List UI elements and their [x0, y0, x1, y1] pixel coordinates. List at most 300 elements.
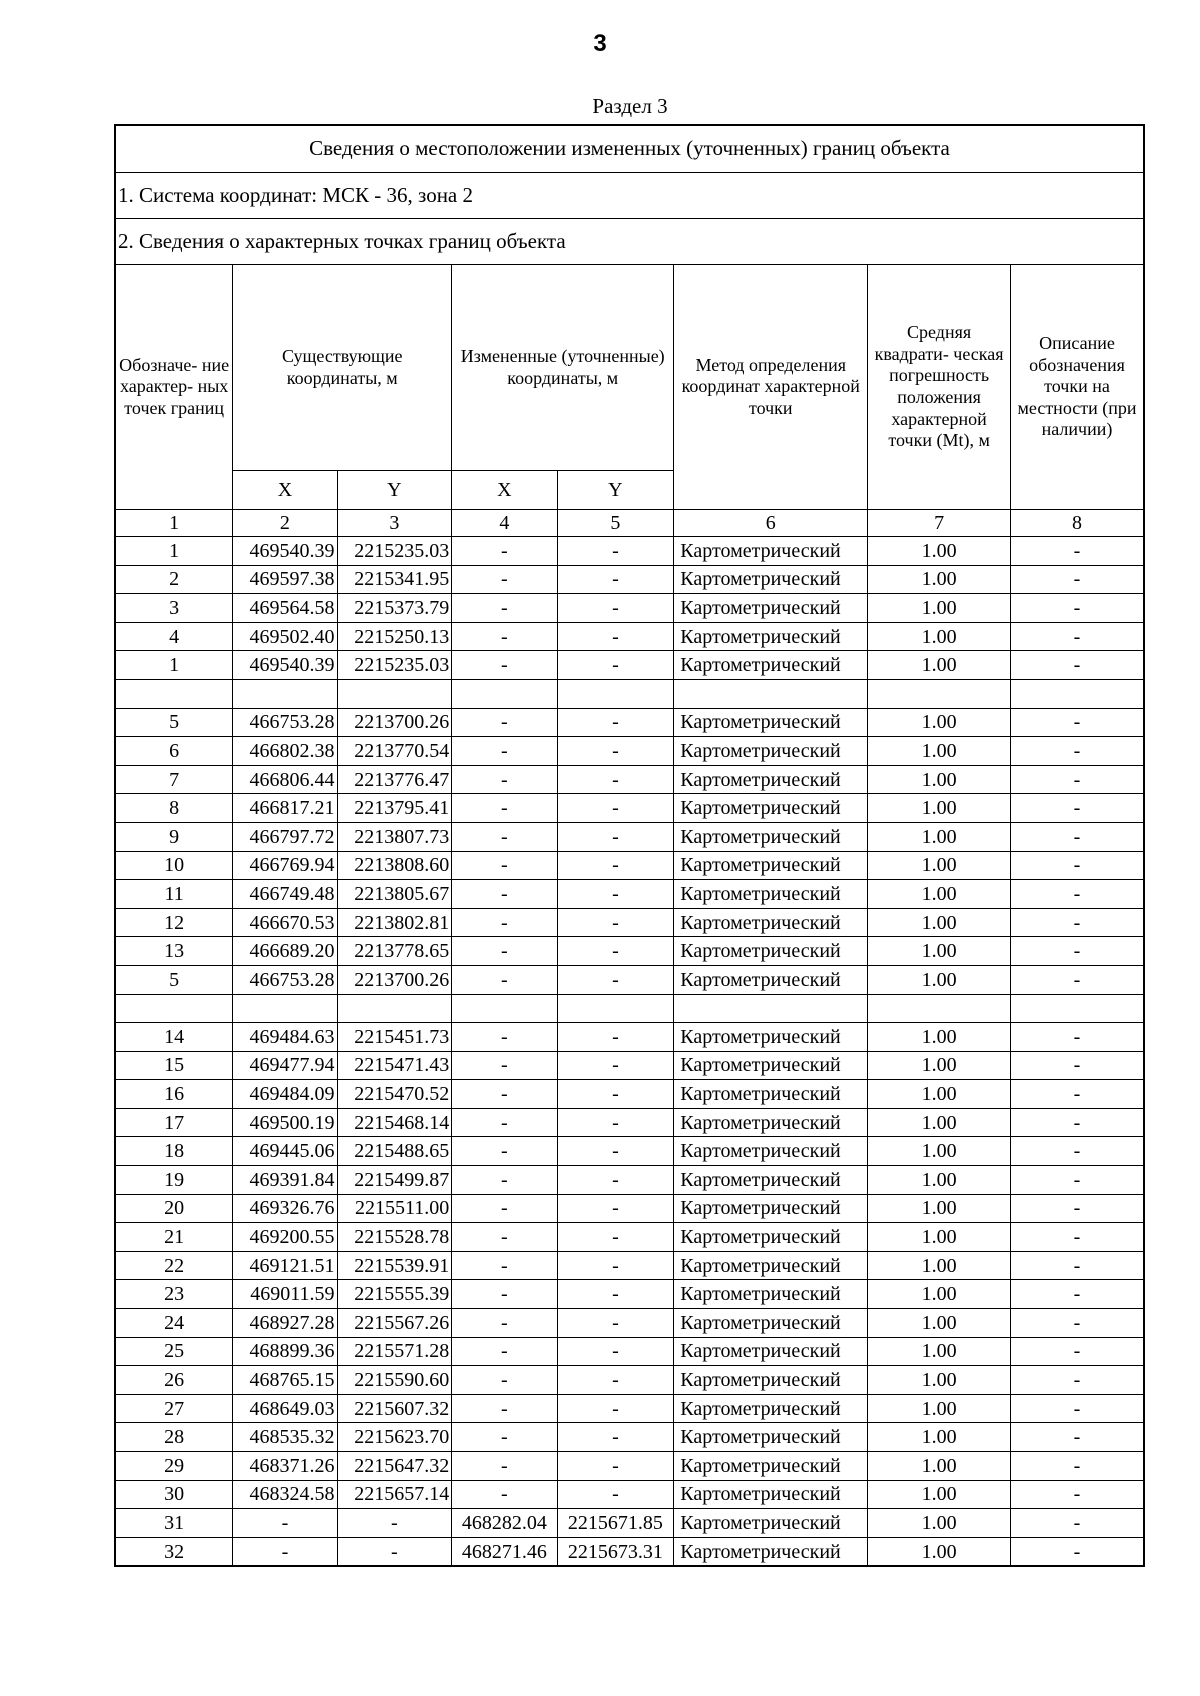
cell-description: - — [1011, 1309, 1144, 1338]
cell-existing-y: 2215657.14 — [337, 1480, 452, 1509]
cell-method: Картометрический — [674, 651, 868, 680]
cell-changed-y: - — [557, 1309, 674, 1338]
cell-changed-x: - — [452, 794, 557, 823]
cell-accuracy: 1.00 — [868, 1309, 1011, 1338]
cell-existing-y: 2215539.91 — [337, 1251, 452, 1280]
cell-accuracy: 1.00 — [868, 794, 1011, 823]
cell-point-number: 19 — [115, 1166, 233, 1195]
section-label: Раздел 3 — [592, 94, 668, 118]
cell-description: - — [1011, 1280, 1144, 1309]
cell-point-number: 27 — [115, 1394, 233, 1423]
cell-description: - — [1011, 1480, 1144, 1509]
table-row — [115, 537, 1144, 566]
cell-point-number: 5 — [115, 965, 233, 994]
page-number: 3 — [593, 30, 607, 57]
header-existing-y: Y — [337, 471, 452, 510]
cell-existing-x: 469540.39 — [233, 537, 337, 566]
column-number: 5 — [557, 510, 674, 537]
cell-existing-y: 2215647.32 — [337, 1452, 452, 1481]
separator-row — [115, 994, 1144, 1023]
table-row — [115, 708, 1144, 737]
cell-existing-x: 468324.58 — [233, 1480, 337, 1509]
cell-changed-y: - — [557, 594, 674, 623]
header-existing-x: X — [233, 471, 337, 510]
cell-point-number: 30 — [115, 1480, 233, 1509]
cell-method: Картометрический — [674, 1394, 868, 1423]
boundary-points-table — [114, 124, 1145, 1567]
table-row — [115, 1309, 1144, 1338]
cell-existing-x: 469484.63 — [233, 1023, 337, 1052]
table-row — [115, 594, 1144, 623]
cell-accuracy: 1.00 — [868, 651, 1011, 680]
cell-existing-y: 2215468.14 — [337, 1108, 452, 1137]
cell-existing-y: 2215471.43 — [337, 1051, 452, 1080]
cell-existing-y: 2213795.41 — [337, 794, 452, 823]
cell-changed-y: - — [557, 651, 674, 680]
table-row — [115, 1452, 1144, 1481]
cell-point-number: 18 — [115, 1137, 233, 1166]
cell-existing-y: 2215555.39 — [337, 1280, 452, 1309]
cell-point-number: 32 — [115, 1537, 233, 1566]
cell-changed-x: - — [452, 622, 557, 651]
cell-changed-y: - — [557, 794, 674, 823]
cell-changed-x: - — [452, 1366, 557, 1395]
cell-existing-x: 469484.09 — [233, 1080, 337, 1109]
cell-accuracy: 1.00 — [868, 708, 1011, 737]
cell-method: Картометрический — [674, 1480, 868, 1509]
cell-changed-y: - — [557, 1394, 674, 1423]
column-number: 1 — [115, 510, 233, 537]
cell-changed-x: - — [452, 965, 557, 994]
cell-existing-x: 469597.38 — [233, 565, 337, 594]
cell-description: - — [1011, 822, 1144, 851]
cell-existing-x: 469200.55 — [233, 1223, 337, 1252]
cell-changed-y: 2215671.85 — [557, 1509, 674, 1538]
cell-point-number: 6 — [115, 737, 233, 766]
cell-description: - — [1011, 1023, 1144, 1052]
cell-description: - — [1011, 1251, 1144, 1280]
cell-accuracy: 1.00 — [868, 737, 1011, 766]
cell-existing-x: 468765.15 — [233, 1366, 337, 1395]
cell-changed-x: - — [452, 1051, 557, 1080]
cell-point-number: 1 — [115, 537, 233, 566]
cell-method: Картометрический — [674, 1166, 868, 1195]
cell-method: Картометрический — [674, 622, 868, 651]
cell-accuracy: 1.00 — [868, 1537, 1011, 1566]
cell-existing-x: 469540.39 — [233, 651, 337, 680]
cell-changed-y: - — [557, 908, 674, 937]
cell-description: - — [1011, 1537, 1144, 1566]
empty-cell — [115, 994, 233, 1023]
coord-system-row — [115, 173, 1144, 219]
cell-description: - — [1011, 794, 1144, 823]
header-designation: Обозначе- ние характер- ных точек границ — [115, 265, 233, 510]
cell-accuracy: 1.00 — [868, 1194, 1011, 1223]
header-description: Описание обозначения точки на местности (при наличии) — [1011, 265, 1144, 510]
cell-description: - — [1011, 1051, 1144, 1080]
cell-existing-x: 466797.72 — [233, 822, 337, 851]
cell-changed-y: - — [557, 622, 674, 651]
cell-changed-y: - — [557, 708, 674, 737]
table-row — [115, 1051, 1144, 1080]
cell-changed-y: - — [557, 1166, 674, 1195]
cell-description: - — [1011, 537, 1144, 566]
cell-point-number: 5 — [115, 708, 233, 737]
table-row — [115, 1223, 1144, 1252]
cell-accuracy: 1.00 — [868, 1166, 1011, 1195]
cell-point-number: 29 — [115, 1452, 233, 1481]
cell-point-number: 16 — [115, 1080, 233, 1109]
cell-accuracy: 1.00 — [868, 765, 1011, 794]
cell-changed-x: - — [452, 1137, 557, 1166]
cell-changed-x: - — [452, 765, 557, 794]
cell-description: - — [1011, 1166, 1144, 1195]
header-method: Метод определения координат характерной точки — [674, 265, 868, 510]
cell-changed-x: - — [452, 565, 557, 594]
table-row — [115, 822, 1144, 851]
cell-existing-y: 2213805.67 — [337, 880, 452, 909]
empty-cell — [452, 679, 557, 708]
cell-accuracy: 1.00 — [868, 880, 1011, 909]
cell-description: - — [1011, 908, 1144, 937]
header-changed: Измененные (уточненные) координаты, м — [452, 265, 674, 471]
cell-method: Картометрический — [674, 1509, 868, 1538]
cell-point-number: 20 — [115, 1194, 233, 1223]
table-row — [115, 1108, 1144, 1137]
table-row — [115, 1480, 1144, 1509]
table-row — [115, 1251, 1144, 1280]
cell-point-number: 15 — [115, 1051, 233, 1080]
empty-cell — [557, 679, 674, 708]
cell-method: Картометрический — [674, 594, 868, 623]
empty-cell — [674, 994, 868, 1023]
cell-existing-x: 469564.58 — [233, 594, 337, 623]
column-number: 2 — [233, 510, 337, 537]
column-number: 4 — [452, 510, 557, 537]
cell-existing-y: 2213700.26 — [337, 965, 452, 994]
cell-changed-y: - — [557, 1452, 674, 1481]
cell-point-number: 8 — [115, 794, 233, 823]
cell-changed-x: - — [452, 1309, 557, 1338]
table-row — [115, 737, 1144, 766]
cell-existing-y: 2215567.26 — [337, 1309, 452, 1338]
cell-accuracy: 1.00 — [868, 1394, 1011, 1423]
table-row — [115, 1337, 1144, 1366]
cell-changed-x: - — [452, 651, 557, 680]
cell-accuracy: 1.00 — [868, 1452, 1011, 1481]
cell-changed-y: - — [557, 1480, 674, 1509]
cell-point-number: 3 — [115, 594, 233, 623]
cell-existing-x: - — [233, 1509, 337, 1538]
cell-existing-y: 2213778.65 — [337, 937, 452, 966]
empty-cell — [115, 679, 233, 708]
cell-changed-y: - — [557, 1080, 674, 1109]
cell-accuracy: 1.00 — [868, 822, 1011, 851]
cell-description: - — [1011, 1223, 1144, 1252]
cell-existing-y: 2213802.81 — [337, 908, 452, 937]
cell-changed-x: - — [452, 708, 557, 737]
cell-changed-x: - — [452, 1108, 557, 1137]
cell-changed-x: - — [452, 594, 557, 623]
cell-point-number: 25 — [115, 1337, 233, 1366]
cell-point-number: 26 — [115, 1366, 233, 1395]
cell-point-number: 9 — [115, 822, 233, 851]
cell-point-number: 13 — [115, 937, 233, 966]
cell-description: - — [1011, 1137, 1144, 1166]
cell-point-number: 4 — [115, 622, 233, 651]
cell-accuracy: 1.00 — [868, 1366, 1011, 1395]
separator-row — [115, 679, 1144, 708]
cell-accuracy: 1.00 — [868, 1509, 1011, 1538]
cell-existing-x: 466802.38 — [233, 737, 337, 766]
cell-existing-y: 2215571.28 — [337, 1337, 452, 1366]
cell-existing-x: 466749.48 — [233, 880, 337, 909]
cell-description: - — [1011, 565, 1144, 594]
cell-point-number: 2 — [115, 565, 233, 594]
cell-accuracy: 1.00 — [868, 1108, 1011, 1137]
cell-point-number: 12 — [115, 908, 233, 937]
cell-accuracy: 1.00 — [868, 908, 1011, 937]
cell-changed-y: - — [557, 1280, 674, 1309]
cell-existing-y: 2213807.73 — [337, 822, 452, 851]
cell-method: Картометрический — [674, 565, 868, 594]
cell-description: - — [1011, 880, 1144, 909]
cell-accuracy: 1.00 — [868, 1423, 1011, 1452]
cell-changed-y: - — [557, 937, 674, 966]
cell-method: Картометрический — [674, 1080, 868, 1109]
cell-description: - — [1011, 851, 1144, 880]
cell-changed-y: - — [557, 1423, 674, 1452]
header-accuracy: Средняя квадрати- ческая погрешность положения характерной точки (Mt), м — [868, 265, 1011, 510]
cell-existing-x: 468649.03 — [233, 1394, 337, 1423]
cell-accuracy: 1.00 — [868, 1280, 1011, 1309]
column-numbers-row — [115, 510, 1144, 537]
column-number: 3 — [337, 510, 452, 537]
table-row — [115, 565, 1144, 594]
cell-existing-y: 2213700.26 — [337, 708, 452, 737]
cell-changed-y: - — [557, 1251, 674, 1280]
cell-existing-x: 469502.40 — [233, 622, 337, 651]
header-row-1 — [115, 265, 1144, 471]
cell-existing-x: 469326.76 — [233, 1194, 337, 1223]
cell-changed-y: - — [557, 737, 674, 766]
cell-changed-y: - — [557, 1108, 674, 1137]
table-row — [115, 851, 1144, 880]
cell-accuracy: 1.00 — [868, 1051, 1011, 1080]
cell-changed-y: - — [557, 565, 674, 594]
cell-existing-y: 2213770.54 — [337, 737, 452, 766]
cell-existing-y: 2215373.79 — [337, 594, 452, 623]
cell-existing-x: 466817.21 — [233, 794, 337, 823]
cell-existing-x: 466769.94 — [233, 851, 337, 880]
cell-description: - — [1011, 1337, 1144, 1366]
cell-point-number: 23 — [115, 1280, 233, 1309]
cell-changed-x: - — [452, 1023, 557, 1052]
cell-method: Картометрический — [674, 908, 868, 937]
cell-existing-y: 2213808.60 — [337, 851, 452, 880]
cell-changed-x: - — [452, 1223, 557, 1252]
cell-accuracy: 1.00 — [868, 851, 1011, 880]
cell-changed-y: - — [557, 1023, 674, 1052]
cell-changed-y: - — [557, 822, 674, 851]
cell-existing-y: 2215528.78 — [337, 1223, 452, 1252]
column-number: 7 — [868, 510, 1011, 537]
cell-existing-x: - — [233, 1537, 337, 1566]
cell-existing-y: 2213776.47 — [337, 765, 452, 794]
table-row — [115, 1137, 1144, 1166]
cell-changed-x: - — [452, 1480, 557, 1509]
cell-point-number: 21 — [115, 1223, 233, 1252]
cell-changed-y: - — [557, 1337, 674, 1366]
cell-method: Картометрический — [674, 822, 868, 851]
table-row — [115, 765, 1144, 794]
cell-existing-x: 468899.36 — [233, 1337, 337, 1366]
empty-cell — [1011, 994, 1144, 1023]
cell-existing-y: - — [337, 1509, 452, 1538]
cell-point-number: 24 — [115, 1309, 233, 1338]
cell-existing-y: - — [337, 1537, 452, 1566]
table-row — [115, 794, 1144, 823]
cell-accuracy: 1.00 — [868, 537, 1011, 566]
cell-method: Картометрический — [674, 1280, 868, 1309]
cell-accuracy: 1.00 — [868, 1223, 1011, 1252]
cell-description: - — [1011, 1452, 1144, 1481]
cell-existing-x: 466753.28 — [233, 708, 337, 737]
cell-description: - — [1011, 1366, 1144, 1395]
table-row — [115, 1194, 1144, 1223]
cell-method: Картометрический — [674, 1023, 868, 1052]
table-row — [115, 1366, 1144, 1395]
coord-system: 1. Система координат: МСК - 36, зона 2 — [115, 173, 1144, 219]
cell-description: - — [1011, 1423, 1144, 1452]
cell-description: - — [1011, 1394, 1144, 1423]
cell-method: Картометрический — [674, 851, 868, 880]
cell-method: Картометрический — [674, 1366, 868, 1395]
cell-method: Картометрический — [674, 965, 868, 994]
empty-cell — [1011, 679, 1144, 708]
empty-cell — [557, 994, 674, 1023]
cell-existing-x: 468535.32 — [233, 1423, 337, 1452]
cell-method: Картометрический — [674, 1223, 868, 1252]
cell-existing-x: 469477.94 — [233, 1051, 337, 1080]
cell-changed-y: - — [557, 965, 674, 994]
table-row — [115, 651, 1144, 680]
cell-description: - — [1011, 708, 1144, 737]
cell-existing-x: 468371.26 — [233, 1452, 337, 1481]
cell-changed-x: - — [452, 1194, 557, 1223]
cell-method: Картометрический — [674, 937, 868, 966]
cell-description: - — [1011, 1509, 1144, 1538]
cell-method: Картометрический — [674, 1108, 868, 1137]
table-row — [115, 965, 1144, 994]
cell-description: - — [1011, 1108, 1144, 1137]
cell-changed-x: - — [452, 937, 557, 966]
cell-method: Картометрический — [674, 1137, 868, 1166]
empty-cell — [337, 994, 452, 1023]
cell-existing-x: 469500.19 — [233, 1108, 337, 1137]
cell-point-number: 11 — [115, 880, 233, 909]
cell-changed-x: - — [452, 1337, 557, 1366]
cell-accuracy: 1.00 — [868, 565, 1011, 594]
cell-existing-y: 2215470.52 — [337, 1080, 452, 1109]
cell-changed-x: - — [452, 537, 557, 566]
cell-changed-y: - — [557, 1223, 674, 1252]
cell-changed-y: - — [557, 1366, 674, 1395]
cell-changed-y: - — [557, 1137, 674, 1166]
cell-existing-y: 2215341.95 — [337, 565, 452, 594]
table-row — [115, 1023, 1144, 1052]
empty-cell — [337, 679, 452, 708]
cell-method: Картометрический — [674, 1051, 868, 1080]
cell-description: - — [1011, 1080, 1144, 1109]
cell-accuracy: 1.00 — [868, 1480, 1011, 1509]
cell-changed-x: - — [452, 1166, 557, 1195]
cell-changed-x: - — [452, 1080, 557, 1109]
cell-existing-x: 468927.28 — [233, 1309, 337, 1338]
column-number: 6 — [674, 510, 868, 537]
cell-existing-x: 469011.59 — [233, 1280, 337, 1309]
cell-method: Картометрический — [674, 1423, 868, 1452]
cell-existing-x: 469445.06 — [233, 1137, 337, 1166]
cell-changed-x: 468271.46 — [452, 1537, 557, 1566]
cell-point-number: 17 — [115, 1108, 233, 1137]
cell-accuracy: 1.00 — [868, 1337, 1011, 1366]
cell-changed-y: 2215673.31 — [557, 1537, 674, 1566]
cell-changed-x: - — [452, 737, 557, 766]
cell-method: Картометрический — [674, 880, 868, 909]
cell-changed-x: - — [452, 1394, 557, 1423]
table-row — [115, 1080, 1144, 1109]
cell-changed-x: - — [452, 1452, 557, 1481]
cell-changed-x: - — [452, 908, 557, 937]
cell-accuracy: 1.00 — [868, 622, 1011, 651]
cell-point-number: 31 — [115, 1509, 233, 1538]
cell-method: Картометрический — [674, 708, 868, 737]
cell-accuracy: 1.00 — [868, 1251, 1011, 1280]
cell-description: - — [1011, 651, 1144, 680]
empty-cell — [674, 679, 868, 708]
empty-cell — [868, 994, 1011, 1023]
table-row — [115, 1166, 1144, 1195]
cell-point-number: 22 — [115, 1251, 233, 1280]
cell-existing-x: 469391.84 — [233, 1166, 337, 1195]
table-row — [115, 1394, 1144, 1423]
empty-cell — [868, 679, 1011, 708]
table-row — [115, 908, 1144, 937]
cell-existing-y: 2215623.70 — [337, 1423, 452, 1452]
cell-changed-x: - — [452, 880, 557, 909]
cell-accuracy: 1.00 — [868, 937, 1011, 966]
cell-method: Картометрический — [674, 1337, 868, 1366]
table-row — [115, 1509, 1144, 1538]
header-changed-y: Y — [557, 471, 674, 510]
column-number: 8 — [1011, 510, 1144, 537]
table-row — [115, 1280, 1144, 1309]
table-row — [115, 622, 1144, 651]
cell-method: Картометрический — [674, 794, 868, 823]
cell-existing-x: 466753.28 — [233, 965, 337, 994]
cell-changed-y: - — [557, 765, 674, 794]
cell-changed-x: 468282.04 — [452, 1509, 557, 1538]
cell-existing-y: 2215607.32 — [337, 1394, 452, 1423]
cell-method: Картометрический — [674, 1452, 868, 1481]
cell-existing-y: 2215511.00 — [337, 1194, 452, 1223]
cell-description: - — [1011, 937, 1144, 966]
cell-accuracy: 1.00 — [868, 1023, 1011, 1052]
cell-description: - — [1011, 965, 1144, 994]
cell-existing-y: 2215235.03 — [337, 537, 452, 566]
cell-existing-x: 466806.44 — [233, 765, 337, 794]
